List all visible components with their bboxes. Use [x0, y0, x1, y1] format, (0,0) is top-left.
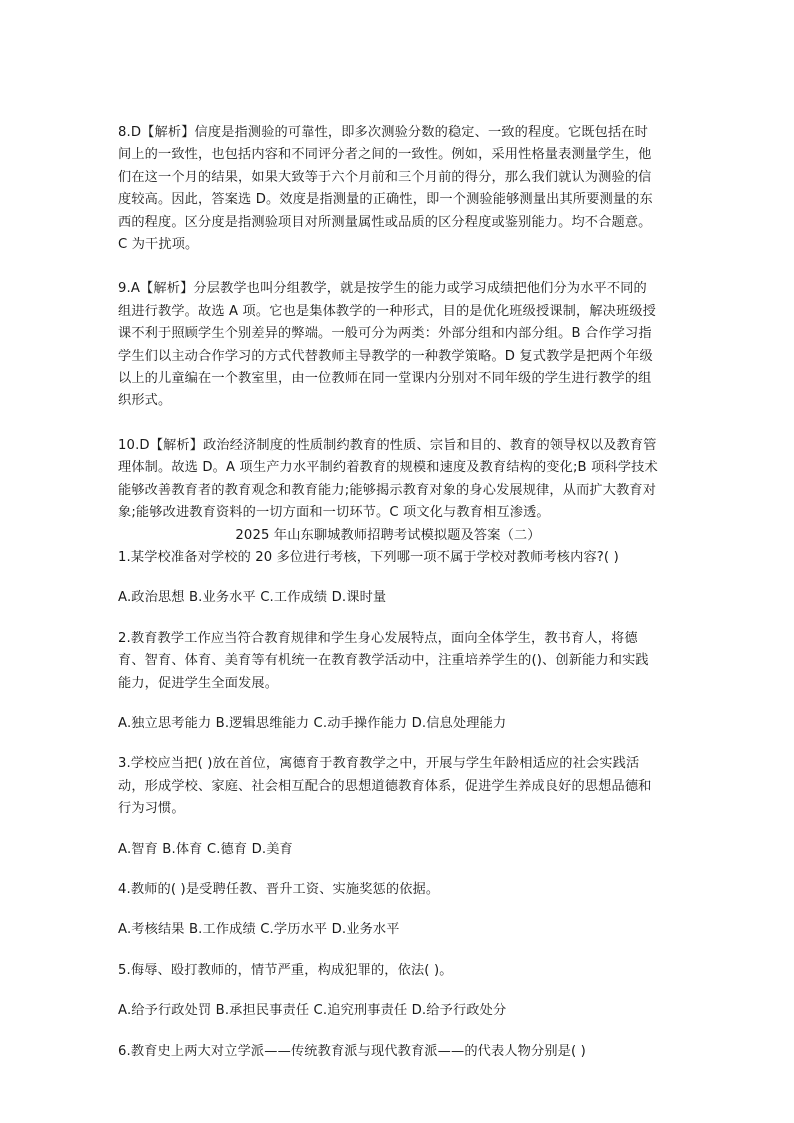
document-page — [118, 122, 658, 1063]
exam-title: 2025 年山东聊城教师招聘考试模拟题及答案（二） — [235, 527, 541, 543]
analysis-8: 8.D【解析】信度是指测验的可靠性，即多次测验分数的稳定、一致的程度。它既包括在时间上的一致性，也包括内容和不同评分者之间的一致性。例如，采用性格量表测量学生，他们在这一个月的结果，如果大致等于六个月前和三个月前的得分，那么我们就认为测验的信度较高。因此，答案选 D。效度是指测量的正确性，即一个测验能够测量出其所要测量的东西的程度。区分度是指测验项目对所测量属性或品质的区分程度或鉴别能力。均不合题意。C 为干扰项。 — [118, 125, 653, 253]
question-5-options: A.给予行政处罚 B.承担民事责任 C.追究刑事责任 D.给予行政处分 — [118, 1003, 507, 1019]
question-5: 5.侮辱、殴打教师的，情节严重，构成犯罪的，依法( )。 — [118, 962, 453, 978]
question-1-options: A.政治思想 B.业务水平 C.工作成绩 D.课时量 — [118, 590, 387, 606]
question-4: 4.教师的( )是受聘任教、晋升工资、实施奖惩的依据。 — [118, 881, 440, 897]
question-3-options: A.智育 B.体育 C.德育 D.美育 — [118, 841, 293, 857]
analysis-9: 9.A【解析】分层教学也叫分组教学，就是按学生的能力或学习成绩把他们分为水平不同的组进行教学。故选 A 项。它也是集体教学的一种形式，目的是优化班级授课制，解决班级授课不利于照顾学生个别差异的弊端。一般可分为两类：外部分组和内部分组。B 合作学习指学生们以主动合作学习的方式代替教师主导教学的一种教学策略。D 复式教学是把两个年级以上的儿童编在一个教室里，由一位教师在同一堂课内分别对不同年级的学生进行教学的组织形式。 — [118, 281, 657, 409]
question-1: 1.某学校准备对学校的 20 多位进行考核，下列哪一项不属于学校对教师考核内容?( ) — [118, 549, 619, 565]
question-2-options: A.独立思考能力 B.逻辑思维能力 C.动手操作能力 D.信息处理能力 — [118, 715, 507, 731]
question-3: 3.学校应当把( )放在首位，寓德育于教育教学之中，开展与学生年龄相适应的社会实践活动，形成学校、家庭、社会相互配合的思想道德教育体系，促进学生养成良好的思想品德和行为习惯。 — [118, 756, 652, 817]
question-2: 2.教育教学工作应当符合教育规律和学生身心发展特点，面向全体学生，教书育人，将德育、智育、体育、美育等有机统一在教育教学活动中，注重培养学生的()、创新能力和实践能力，促进学生全面发展。 — [118, 630, 649, 691]
question-4-options: A.考核结果 B.工作成绩 C.学历水平 D.业务水平 — [118, 922, 400, 938]
question-6: 6.教育史上两大对立学派——传统教育派与现代教育派——的代表人物分别是( ) — [118, 1043, 586, 1059]
analysis-10: 10.D【解析】政治经济制度的性质制约教育的性质、宗旨和目的、教育的领导权以及教育管理体制。故选 D。A 项生产力水平制约着教育的规模和速度及教育结构的变化;B 项科学技术能够改善教育者的教育观念和教育能力;能够揭示教育对象的身心发展规律，从而扩大教育对象;能够改进教育资料的一切方面和一切环节。C 项文化与教育相互渗透。 — [118, 437, 658, 521]
